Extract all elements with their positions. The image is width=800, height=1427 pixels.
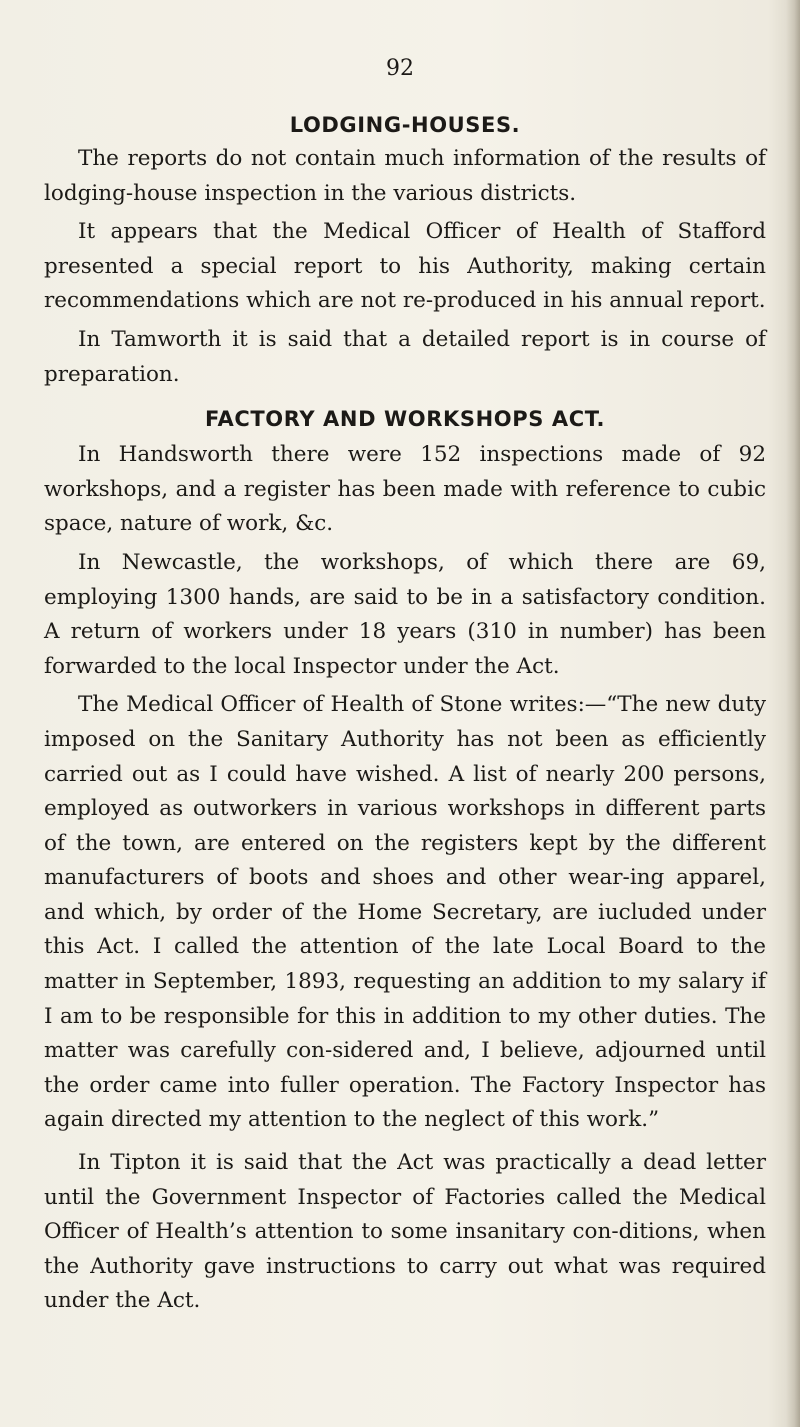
page-edge-shadow [786,0,800,1427]
paragraph: It appears that the Medical Officer of Health of Stafford presented a special report to his Authority, making certain recommendations which are not re-produced in his annual report. [44,219,766,314]
page-content [44,58,766,1323]
paragraph: In Tamworth it is said that a detailed report is in course of preparation. [44,326,766,387]
paragraph: In Handsworth there were 152 inspections made of 92 workshops, and a register has been made with reference to cubic space, nature of work, &c. [44,442,766,537]
paragraph: In Tipton it is said that the Act was practically a dead letter until the Government Inspector of Factories called the Medical Officer of Health’s attention to some insanitary con-ditions, when the Authority gave instructions to carry out what was required under the Act. [44,1150,766,1314]
section-heading-factory-workshops-act: FACTORY AND WORKSHOPS ACT. [204,407,606,432]
section-heading-lodging-houses: LODGING-HOUSES. [289,113,521,137]
paragraph: In Newcastle, the workshops, of which there are 69, employing 1300 hands, are said to be in a satisfactory condition. A return of workers under 18 years (310 in number) has been forwarded to the local Inspector under the Act. [44,549,766,679]
paragraph: The reports do not contain much information of the results of lodging-house inspection in the various districts. [44,146,766,206]
page-number: 92 [386,56,414,81]
paragraph: The Medical Officer of Health of Stone writes:—“The new duty imposed on the Sanitary Authority has not been as efficiently carried out as I could have wished. A list of nearly 200 persons, employed as outworkers in various workshops in different parts of the town, are entered on the registers kept by the different manufacturers of boots and shoes and other wear-ing apparel, and which, by order of the Home Secretary, are iucluded under this Act. I called the attention of the late Local Board to the matter in September, 1893, requesting an addition to my salary if I am to be responsible for this in addition to my other duties. The matter was carefully con-sidered and, I believe, adjourned until the order came into fuller operation. The Factory Inspector has again directed my attention to the neglect of this work.” [44,692,766,1133]
